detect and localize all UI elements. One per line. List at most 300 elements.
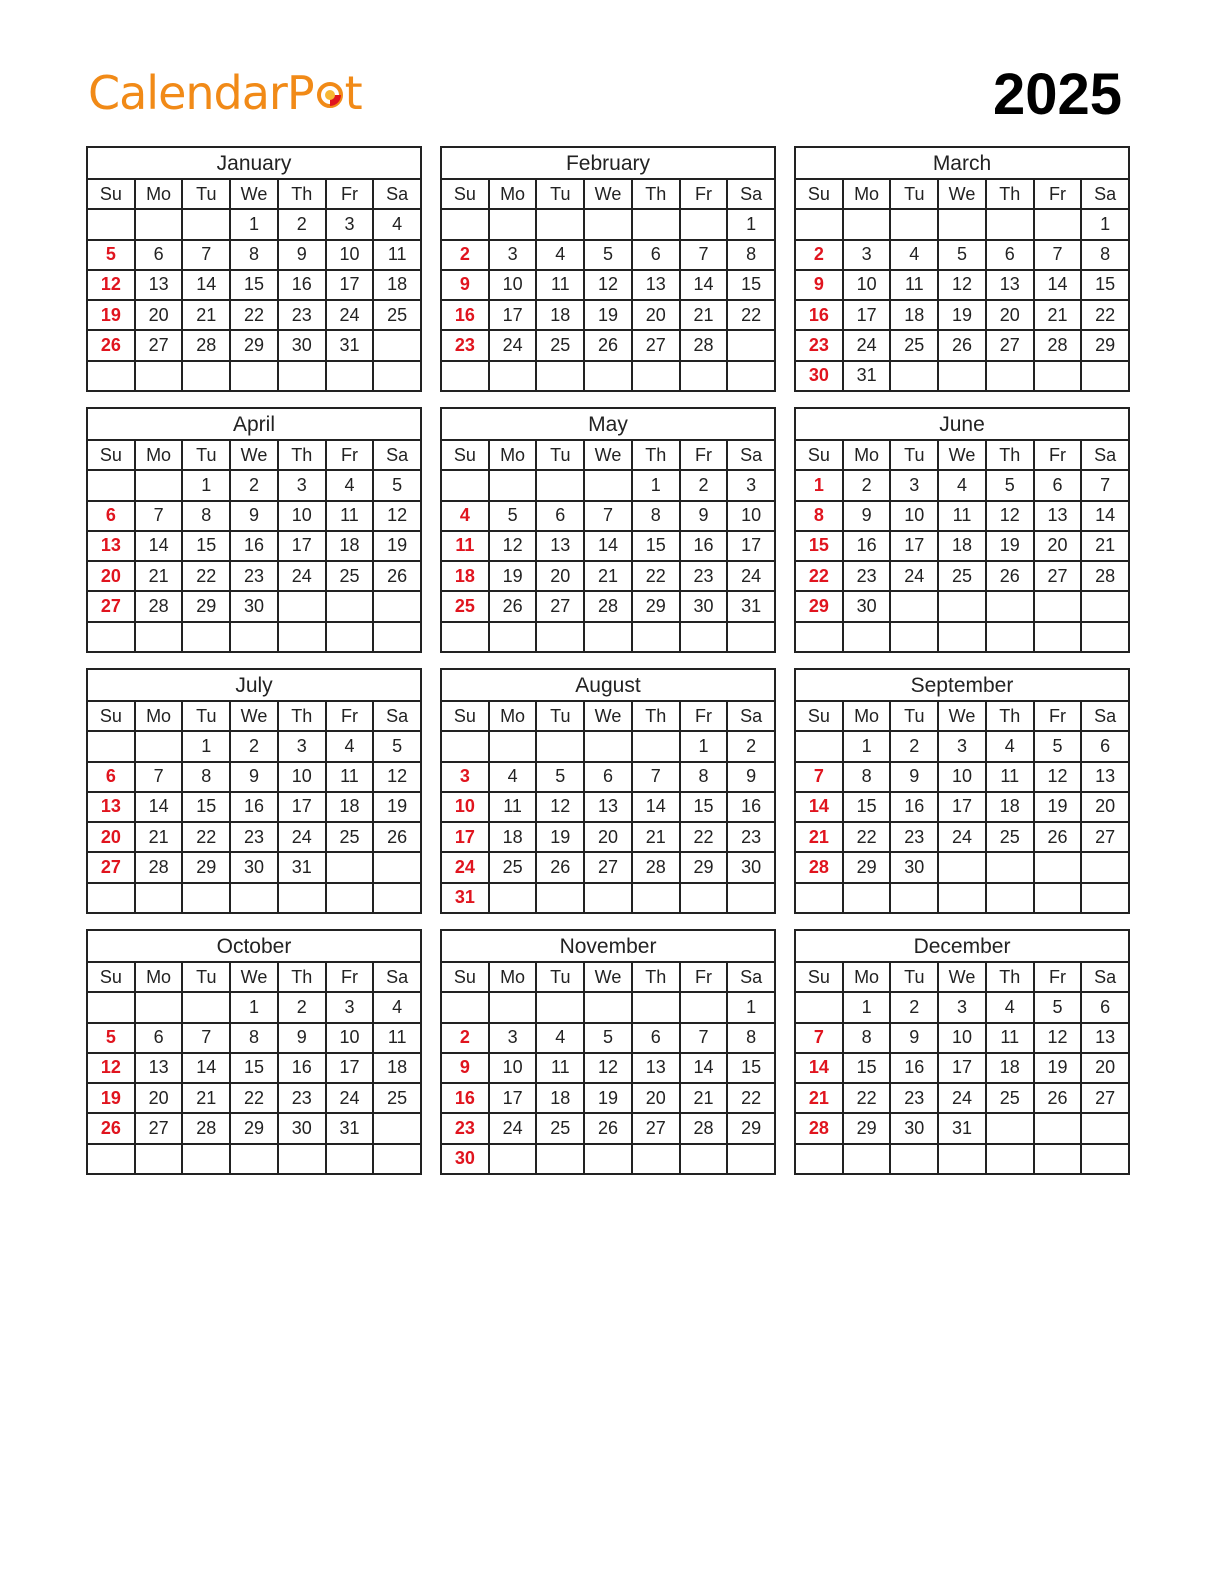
sunday-date-cell: 9 — [442, 271, 490, 299]
date-cell — [279, 1145, 327, 1173]
weekday-header: We — [939, 180, 987, 208]
date-cell: 6 — [136, 241, 184, 269]
date-cell: 13 — [136, 271, 184, 299]
date-cell: 17 — [279, 532, 327, 560]
date-cell — [537, 362, 585, 390]
sunday-date-cell: 13 — [88, 793, 136, 821]
date-cell — [374, 592, 420, 620]
date-cell: 13 — [633, 1054, 681, 1082]
date-cell — [231, 623, 279, 651]
date-cell: 10 — [327, 241, 375, 269]
date-cell — [891, 884, 939, 912]
date-cell: 22 — [681, 823, 729, 851]
month-title: June — [796, 409, 1128, 441]
week-row — [796, 823, 1128, 853]
week-row — [796, 1084, 1128, 1114]
weekday-header: Th — [987, 180, 1035, 208]
sunday-date-cell: 14 — [796, 1054, 844, 1082]
month-may — [440, 407, 776, 653]
date-cell — [136, 362, 184, 390]
date-cell: 12 — [585, 271, 633, 299]
date-cell: 22 — [844, 823, 892, 851]
sunday-date-cell: 27 — [88, 853, 136, 881]
sunday-date-cell: 21 — [796, 823, 844, 851]
date-cell: 28 — [681, 1114, 729, 1142]
date-cell: 18 — [537, 1084, 585, 1112]
date-cell: 24 — [741, 565, 762, 586]
date-cell: 4 — [537, 241, 585, 269]
date-cell: 24 — [490, 1114, 538, 1142]
date-cell: 21 — [136, 562, 184, 590]
sunday-date-cell: 20 — [88, 562, 136, 590]
date-cell — [327, 362, 375, 390]
date-cell: 5 — [939, 241, 987, 269]
date-cell — [728, 362, 774, 390]
date-cell: 7 — [585, 502, 633, 530]
date-cell — [987, 623, 1035, 651]
date-cell: 8 — [231, 241, 279, 269]
month-august — [440, 668, 776, 914]
date-cell: 20 — [633, 301, 681, 329]
week-row — [88, 884, 420, 912]
sunday-date-cell — [442, 993, 490, 1021]
date-cell: 23 — [891, 823, 939, 851]
sunday-date-cell: 30 — [796, 362, 844, 390]
date-cell: 2 — [279, 210, 327, 238]
date-cell: 4 — [939, 471, 987, 499]
date-cell — [844, 1145, 892, 1173]
weekday-header: Mo — [136, 963, 184, 991]
date-cell — [490, 362, 538, 390]
weekday-header: Th — [279, 180, 327, 208]
weekday-header: Fr — [681, 963, 729, 991]
date-cell: 26 — [585, 1114, 633, 1142]
date-cell: 20 — [1095, 796, 1116, 817]
weekday-header: Tu — [891, 702, 939, 730]
date-cell: 6 — [585, 763, 633, 791]
date-cell: 4 — [891, 241, 939, 269]
date-cell: 18 — [537, 301, 585, 329]
date-cell — [891, 362, 939, 390]
date-cell: 5 — [537, 763, 585, 791]
date-cell — [374, 884, 420, 912]
weekday-header-row — [442, 963, 774, 993]
date-cell: 24 — [279, 823, 327, 851]
weekday-header: We — [231, 963, 279, 991]
date-cell: 15 — [681, 793, 729, 821]
date-cell: 23 — [231, 562, 279, 590]
date-cell: 26 — [585, 331, 633, 359]
date-cell — [633, 732, 681, 760]
date-cell: 28 — [1035, 331, 1083, 359]
date-cell: 28 — [633, 853, 681, 881]
week-row — [796, 1024, 1128, 1054]
week-row — [88, 301, 420, 331]
date-cell: 21 — [633, 823, 681, 851]
date-cell: 1 — [231, 993, 279, 1021]
weekday-header: Mo — [490, 702, 538, 730]
date-cell — [728, 623, 774, 651]
date-cell: 16 — [844, 532, 892, 560]
date-cell: 6 — [987, 241, 1035, 269]
week-row — [88, 592, 420, 622]
date-cell: 7 — [633, 763, 681, 791]
date-cell — [1035, 853, 1083, 881]
date-cell — [585, 884, 633, 912]
week-row — [88, 623, 420, 651]
date-cell: 8 — [844, 763, 892, 791]
month-title: January — [88, 148, 420, 180]
date-cell: 2 — [891, 732, 939, 760]
date-cell: 11 — [387, 1027, 407, 1048]
date-cell: 23 — [231, 823, 279, 851]
sunday-date-cell: 26 — [88, 331, 136, 359]
weekday-header: Sa — [386, 966, 409, 987]
date-cell: 23 — [279, 301, 327, 329]
sunday-date-cell: 21 — [796, 1084, 844, 1112]
weekday-header: Su — [796, 963, 844, 991]
date-cell — [939, 853, 987, 881]
date-cell: 11 — [987, 763, 1035, 791]
weekday-header: Sa — [386, 444, 409, 465]
date-cell — [681, 1145, 729, 1173]
date-cell: 16 — [231, 793, 279, 821]
date-cell: 23 — [844, 562, 892, 590]
month-title: July — [88, 670, 420, 702]
date-cell: 17 — [490, 301, 538, 329]
date-cell — [891, 1145, 939, 1173]
date-cell: 21 — [1035, 301, 1083, 329]
date-cell: 18 — [490, 823, 538, 851]
week-row — [796, 241, 1128, 271]
date-cell: 28 — [1095, 565, 1116, 586]
date-cell: 24 — [327, 301, 375, 329]
week-row — [88, 210, 420, 240]
month-july — [86, 668, 422, 914]
date-cell — [279, 623, 327, 651]
weekday-header: Su — [442, 702, 490, 730]
date-cell: 1 — [844, 993, 892, 1021]
date-cell: 14 — [183, 271, 231, 299]
date-cell — [939, 623, 987, 651]
date-cell: 19 — [939, 301, 987, 329]
date-cell: 30 — [741, 857, 762, 878]
month-title: November — [442, 931, 774, 963]
weekday-header: Tu — [537, 963, 585, 991]
month-title: March — [796, 148, 1128, 180]
date-cell: 26 — [987, 562, 1035, 590]
week-row — [88, 1054, 420, 1084]
month-december — [794, 929, 1130, 1175]
date-cell: 7 — [136, 763, 184, 791]
sunday-date-cell: 9 — [442, 1054, 490, 1082]
weekday-header-row — [442, 702, 774, 732]
sunday-date-cell: 12 — [88, 271, 136, 299]
sunday-date-cell: 23 — [796, 331, 844, 359]
date-cell — [327, 884, 375, 912]
date-cell — [585, 732, 633, 760]
date-cell: 10 — [891, 502, 939, 530]
date-cell: 20 — [1095, 1057, 1116, 1078]
week-row — [442, 623, 774, 651]
date-cell — [183, 210, 231, 238]
date-cell: 20 — [537, 562, 585, 590]
date-cell: 11 — [327, 763, 375, 791]
weekday-header: Su — [88, 441, 136, 469]
date-cell: 22 — [231, 301, 279, 329]
date-cell: 20 — [136, 301, 184, 329]
date-cell — [844, 210, 892, 238]
date-cell — [1082, 362, 1128, 390]
date-cell — [537, 884, 585, 912]
date-cell: 17 — [490, 1084, 538, 1112]
sunday-date-cell — [88, 1145, 136, 1173]
weekday-header: Fr — [1035, 963, 1083, 991]
date-cell: 25 — [387, 304, 408, 325]
week-row — [796, 562, 1128, 592]
date-cell: 15 — [844, 1054, 892, 1082]
date-cell: 22 — [1095, 304, 1116, 325]
week-row — [88, 993, 420, 1023]
month-title: May — [442, 409, 774, 441]
date-cell: 26 — [537, 853, 585, 881]
month-title: February — [442, 148, 774, 180]
date-cell: 10 — [279, 502, 327, 530]
month-title: August — [442, 670, 774, 702]
date-cell: 19 — [1035, 1054, 1083, 1082]
date-cell: 30 — [891, 1114, 939, 1142]
date-cell: 2 — [231, 732, 279, 760]
weekday-header: We — [231, 702, 279, 730]
weekday-header: Tu — [183, 441, 231, 469]
date-cell: 17 — [741, 535, 762, 556]
date-cell — [1035, 1145, 1083, 1173]
week-row — [442, 532, 774, 562]
date-cell: 10 — [279, 763, 327, 791]
date-cell: 29 — [741, 1118, 762, 1139]
date-cell: 6 — [1100, 996, 1111, 1017]
sunday-date-cell: 6 — [88, 763, 136, 791]
week-row — [796, 331, 1128, 361]
date-cell: 19 — [1035, 793, 1083, 821]
date-cell — [490, 884, 538, 912]
date-cell — [183, 362, 231, 390]
week-row — [442, 471, 774, 501]
week-row — [796, 502, 1128, 532]
date-cell: 15 — [633, 532, 681, 560]
date-cell — [374, 1145, 420, 1173]
date-cell: 10 — [327, 1024, 375, 1052]
week-row — [796, 1054, 1128, 1084]
month-october — [86, 929, 422, 1175]
date-cell: 26 — [490, 592, 538, 620]
month-title: October — [88, 931, 420, 963]
week-row — [88, 1024, 420, 1054]
date-cell — [633, 623, 681, 651]
weekday-header: Tu — [891, 963, 939, 991]
week-row — [442, 502, 774, 532]
date-cell: 19 — [387, 535, 408, 556]
date-cell: 16 — [681, 532, 729, 560]
date-cell: 11 — [537, 1054, 585, 1082]
date-cell: 30 — [891, 853, 939, 881]
date-cell: 11 — [939, 502, 987, 530]
weekday-header-row — [88, 702, 420, 732]
date-cell: 16 — [741, 796, 762, 817]
date-cell: 27 — [136, 1114, 184, 1142]
date-cell: 25 — [327, 562, 375, 590]
weekday-header: Fr — [327, 180, 375, 208]
date-cell: 24 — [939, 1084, 987, 1112]
date-cell: 26 — [387, 565, 408, 586]
date-cell: 5 — [490, 502, 538, 530]
date-cell: 3 — [490, 1024, 538, 1052]
weekday-header: Tu — [183, 180, 231, 208]
weekday-header: Fr — [1035, 180, 1083, 208]
date-cell: 23 — [279, 1084, 327, 1112]
date-cell: 28 — [681, 331, 729, 359]
date-cell: 18 — [987, 1054, 1035, 1082]
weekday-header: Tu — [891, 441, 939, 469]
date-cell — [327, 1145, 375, 1173]
date-cell — [987, 1145, 1035, 1173]
date-cell — [987, 210, 1035, 238]
date-cell: 12 — [585, 1054, 633, 1082]
week-row — [88, 823, 420, 853]
date-cell: 27 — [1095, 826, 1116, 847]
date-cell: 20 — [136, 1084, 184, 1112]
date-cell: 6 — [537, 502, 585, 530]
sunday-date-cell — [88, 471, 136, 499]
date-cell: 19 — [537, 823, 585, 851]
weekday-header-row — [796, 702, 1128, 732]
date-cell — [279, 884, 327, 912]
date-cell: 3 — [939, 732, 987, 760]
weekday-header: Mo — [844, 963, 892, 991]
weekday-header: Tu — [537, 441, 585, 469]
date-cell: 8 — [633, 502, 681, 530]
date-cell: 24 — [939, 823, 987, 851]
date-cell: 7 — [136, 502, 184, 530]
date-cell: 14 — [136, 532, 184, 560]
week-row — [796, 993, 1128, 1023]
date-cell: 3 — [490, 241, 538, 269]
week-row — [796, 532, 1128, 562]
date-cell: 1 — [183, 732, 231, 760]
date-cell: 29 — [844, 853, 892, 881]
date-cell: 8 — [183, 502, 231, 530]
date-cell: 17 — [939, 793, 987, 821]
date-cell — [1082, 884, 1128, 912]
weekday-header: We — [585, 441, 633, 469]
date-cell: 10 — [741, 505, 762, 526]
weekday-header: We — [939, 441, 987, 469]
week-row — [442, 331, 774, 361]
date-cell: 3 — [327, 993, 375, 1021]
week-row — [442, 362, 774, 390]
date-cell: 11 — [537, 271, 585, 299]
date-cell: 2 — [681, 471, 729, 499]
date-cell: 25 — [537, 1114, 585, 1142]
date-cell — [681, 623, 729, 651]
date-cell: 21 — [183, 301, 231, 329]
date-cell — [891, 210, 939, 238]
date-cell: 31 — [327, 1114, 375, 1142]
date-cell: 30 — [279, 331, 327, 359]
weekday-header: Mo — [136, 441, 184, 469]
date-cell — [490, 993, 538, 1021]
date-cell: 1 — [746, 213, 757, 234]
sunday-date-cell: 7 — [796, 763, 844, 791]
date-cell — [1082, 623, 1128, 651]
date-cell: 12 — [939, 271, 987, 299]
sunday-date-cell: 23 — [442, 1114, 490, 1142]
weekday-header: Sa — [740, 183, 763, 204]
date-cell: 8 — [746, 1027, 757, 1048]
date-cell: 12 — [387, 766, 408, 787]
week-row — [442, 1024, 774, 1054]
date-cell: 17 — [327, 271, 375, 299]
weekday-header: Th — [279, 702, 327, 730]
sunday-date-cell — [442, 732, 490, 760]
sunday-date-cell: 26 — [88, 1114, 136, 1142]
weekday-header: Tu — [891, 180, 939, 208]
date-cell: 15 — [183, 793, 231, 821]
date-cell: 13 — [633, 271, 681, 299]
date-cell — [183, 623, 231, 651]
date-cell: 25 — [387, 1087, 408, 1108]
weekday-header: Mo — [136, 702, 184, 730]
week-row — [88, 562, 420, 592]
sunday-date-cell — [88, 623, 136, 651]
date-cell — [987, 1114, 1035, 1142]
sunday-date-cell: 8 — [796, 502, 844, 530]
weekday-header-row — [796, 180, 1128, 210]
date-cell — [585, 993, 633, 1021]
month-january — [86, 146, 422, 392]
date-cell: 31 — [844, 362, 892, 390]
date-cell: 28 — [183, 1114, 231, 1142]
weekday-header: Mo — [844, 441, 892, 469]
weekday-header: Th — [633, 180, 681, 208]
date-cell: 5 — [585, 1024, 633, 1052]
date-cell: 4 — [327, 732, 375, 760]
date-cell: 22 — [183, 562, 231, 590]
month-april — [86, 407, 422, 653]
date-cell: 3 — [327, 210, 375, 238]
week-row — [442, 853, 774, 883]
weekday-header: Su — [88, 702, 136, 730]
date-cell: 3 — [939, 993, 987, 1021]
weekday-header-row — [796, 963, 1128, 993]
sunday-date-cell — [88, 993, 136, 1021]
date-cell: 18 — [327, 532, 375, 560]
sunday-date-cell: 27 — [88, 592, 136, 620]
date-cell: 28 — [136, 592, 184, 620]
date-cell: 15 — [741, 1057, 762, 1078]
date-cell: 1 — [183, 471, 231, 499]
weekday-header: Mo — [844, 702, 892, 730]
date-cell — [987, 592, 1035, 620]
sunday-date-cell: 10 — [442, 793, 490, 821]
date-cell — [327, 623, 375, 651]
date-cell: 21 — [136, 823, 184, 851]
date-cell: 12 — [1035, 1024, 1083, 1052]
date-cell — [585, 623, 633, 651]
date-cell: 30 — [231, 592, 279, 620]
weekday-header: Sa — [740, 444, 763, 465]
week-row — [796, 362, 1128, 390]
